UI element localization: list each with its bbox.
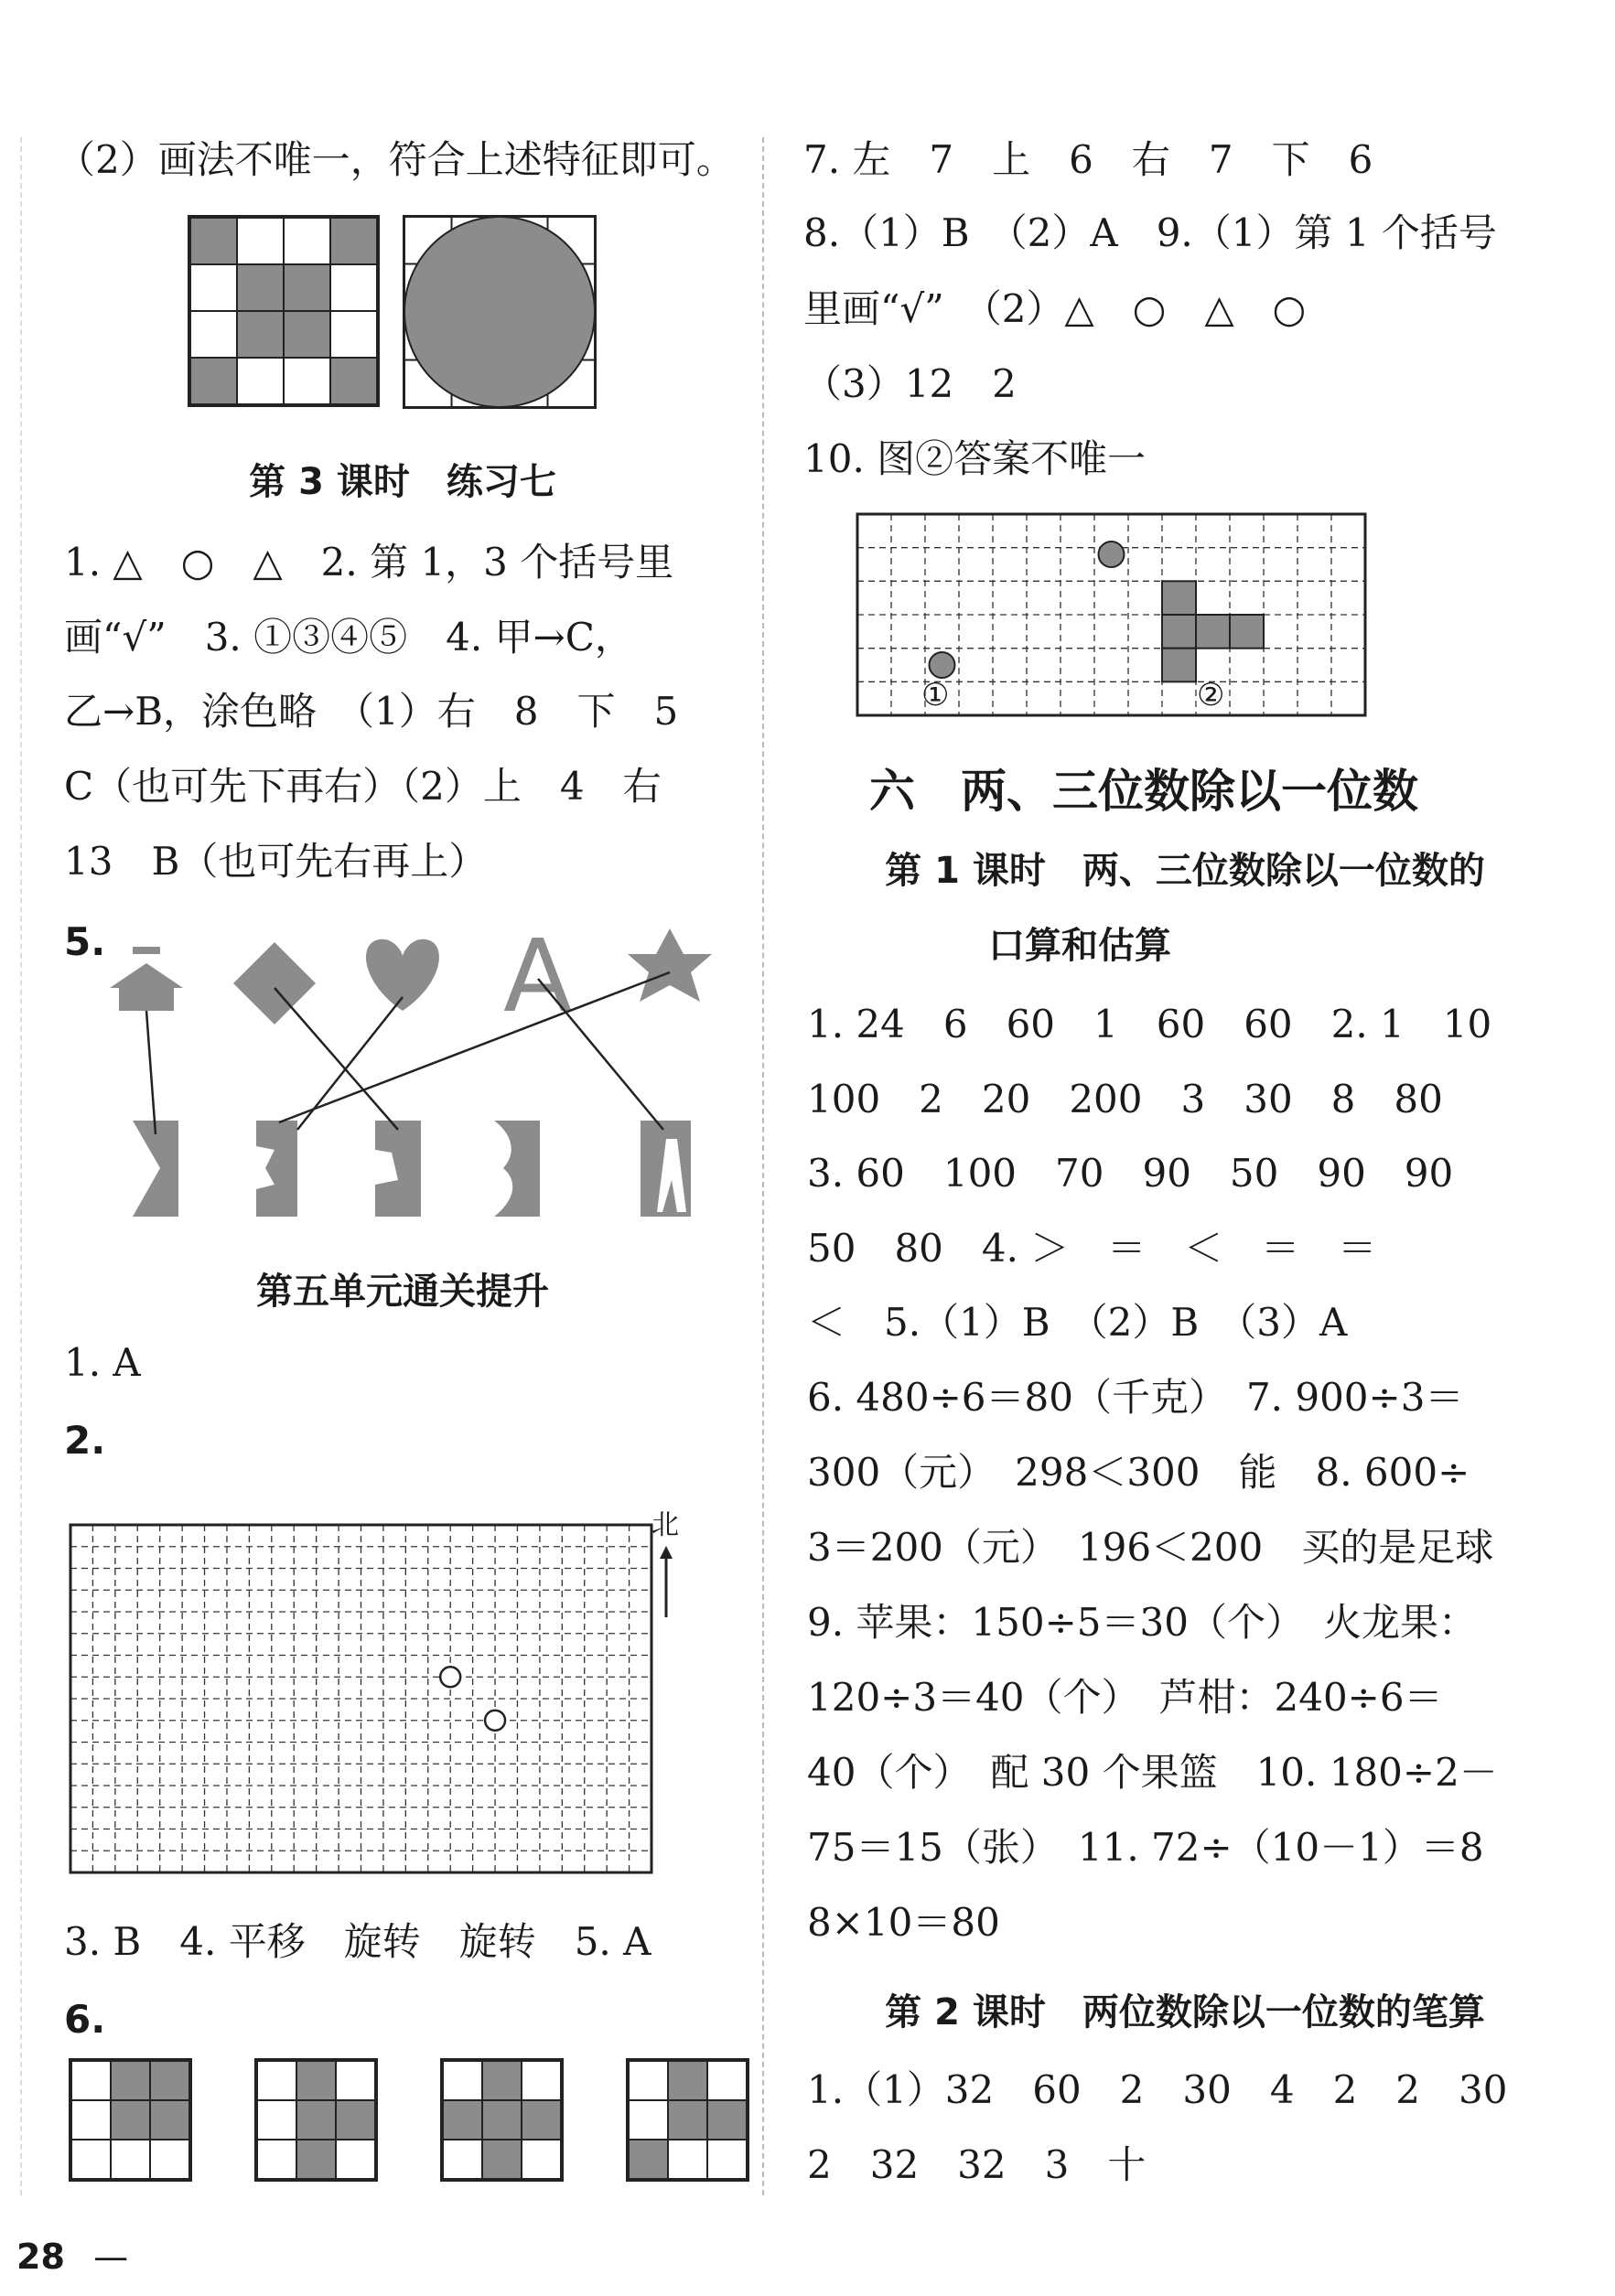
answer-line: 1.（1）32 60 2 30 4 2 2 30	[807, 2067, 1508, 2112]
answer-line: 3. 60 100 70 90 50 90 90	[807, 1151, 1454, 1196]
pattern-grid	[626, 2058, 749, 2182]
answer-line: 6. 480÷6＝80（千克） 7. 900÷3＝	[807, 1375, 1464, 1420]
answer-line: 75＝15（张） 11. 72÷（10－1）＝8	[807, 1825, 1484, 1870]
page-number-value: 28	[16, 2237, 65, 2277]
answer-line: ＜ 5.（1）B （2）B （3）A	[807, 1300, 1348, 1345]
north-label: 北	[651, 1509, 679, 1541]
answer-line: 乙→B，涂色略 （1）右 8 下 5	[64, 689, 679, 734]
answer-line: 300（元） 298＜300 能 8. 600÷	[807, 1450, 1470, 1495]
pattern-grid	[69, 2058, 192, 2182]
pattern-grid	[440, 2058, 564, 2182]
answer-line: 13 B（也可先右再上）	[64, 839, 488, 884]
answer-line: 3＝200（元） 196＜200 买的是足球	[807, 1525, 1494, 1570]
circle-figure	[403, 215, 597, 409]
page-number	[16, 2237, 128, 2277]
question-number: 5.	[64, 919, 106, 964]
section-heading: 口算和估算	[988, 925, 1171, 967]
question-number: 2.	[64, 1418, 106, 1463]
shape-matching-figure	[101, 910, 705, 1239]
chapter-title: 六 两、三位数除以一位数	[869, 765, 1418, 818]
answer-line: 1. △ ○ △ 2. 第 1，3 个括号里	[64, 540, 674, 585]
dot-grid-map	[69, 1523, 654, 1875]
answer-line: 7. 左 7 上 6 右 7 下 6	[803, 137, 1373, 182]
answer-line: 40（个） 配 30 个果篮 10. 180÷2－	[807, 1750, 1498, 1795]
pattern-grid	[188, 215, 380, 407]
page-number-dash: —	[93, 2237, 129, 2277]
column-divider	[762, 137, 764, 2195]
answer-line: C（也可先下再右）（2）上 4 右	[64, 764, 662, 809]
section-heading: 第五单元通关提升	[256, 1271, 549, 1313]
section-heading: 第 2 课时 两位数除以一位数的笔算	[885, 1991, 1485, 2033]
svg-text:A: A	[503, 917, 573, 1035]
answer-line: 2 32 32 3 十	[807, 2142, 1147, 2187]
question-number: 6.	[64, 1997, 106, 2042]
answer-line: 50 80 4. ＞ ＝ ＜ ＝ ＝	[807, 1226, 1377, 1271]
bottom-shapes	[133, 1121, 691, 1217]
left-margin-line	[20, 137, 22, 2195]
answer-line: 画“√” 3. ①③④⑤ 4. 甲→C，	[64, 615, 633, 660]
answer-line: 100 2 20 200 3 30 8 80	[807, 1077, 1443, 1121]
north-arrow-icon	[657, 1546, 675, 1619]
answer-line: 1. 24 6 60 1 60 60 2. 1 10	[807, 1002, 1492, 1046]
answer-line: 8.（1）B （2）A 9.（1）第 1 个括号	[803, 210, 1497, 255]
answer-line: 1. A	[64, 1340, 141, 1385]
answer-line: 3. B 4. 平移 旋转 旋转 5. A	[64, 1919, 651, 1964]
pattern-grid	[254, 2058, 378, 2182]
figure-label-2: ②	[1197, 677, 1225, 713]
figure-label-1: ①	[921, 677, 950, 713]
answer-line: 120÷3＝40（个） 芦柑：240÷6＝	[807, 1675, 1443, 1720]
answer-line: 8×10＝80	[807, 1900, 1000, 1945]
section-heading: 第 1 课时 两、三位数除以一位数的	[885, 850, 1485, 892]
answer-line: （3）12 2	[803, 361, 1017, 406]
answer-line: 里画“√” （2）△ ○ △ ○	[803, 286, 1307, 331]
section-heading: 第 3 课时 练习七	[249, 461, 556, 503]
answer-line: 9. 苹果：150÷5＝30（个） 火龙果：	[807, 1600, 1477, 1645]
top-shapes	[110, 917, 712, 1035]
answer-line: （2）画法不唯一，符合上述特征即可。	[57, 137, 735, 182]
answer-line: 10. 图②答案不唯一	[803, 436, 1147, 481]
